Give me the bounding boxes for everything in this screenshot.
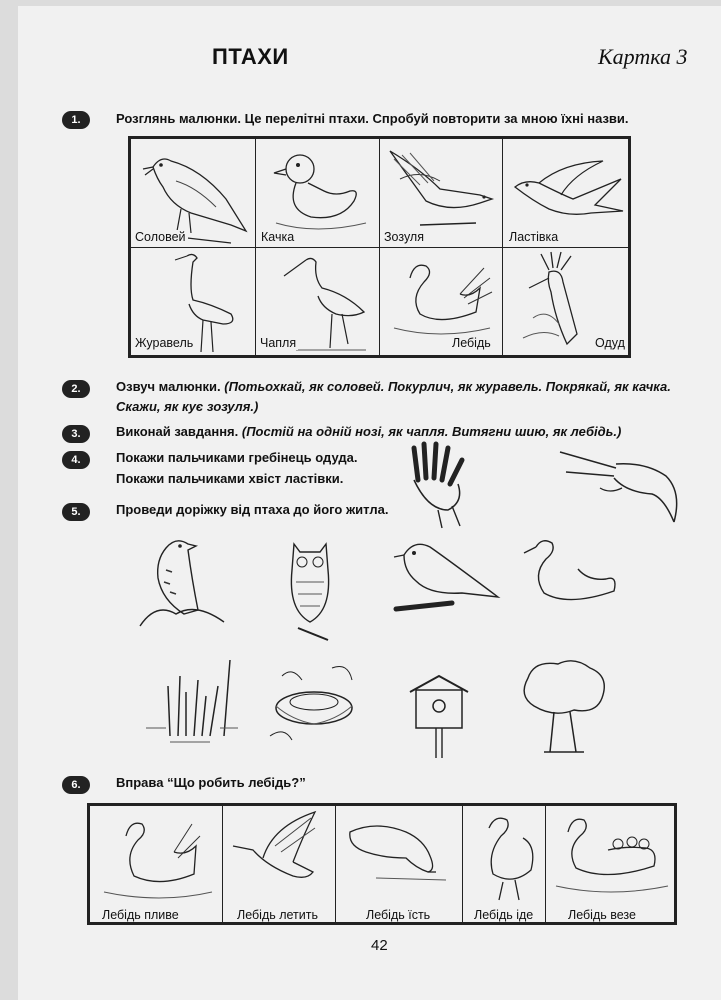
swan-action-label: Лебідь везе: [568, 908, 636, 922]
bird-label: Лебідь: [452, 336, 491, 350]
bird-label: Соловей: [135, 230, 186, 244]
eating-swan-icon: [336, 806, 463, 923]
grid-cell-swallow: [502, 138, 629, 248]
thrush-icon: [136, 530, 231, 635]
swan-action-walks: [462, 805, 546, 923]
swan-action-label: Лебідь їсть: [366, 908, 431, 922]
bird-label: Ластівка: [509, 230, 559, 244]
task-6-text: Вправа “Що робить лебідь?”: [116, 775, 306, 790]
swan-action-label: Лебідь іде: [474, 908, 534, 922]
grid-cell-heron: [255, 247, 380, 356]
task-5-text: Проведи доріжку від птаха до його житла.: [116, 502, 389, 517]
swan-action-swims: [89, 805, 223, 923]
grid-cell-swan: [379, 247, 503, 356]
task-1-text: Розглянь малюнки. Це перелітні птахи. Спробуй повторити за мною їхні назви.: [116, 111, 629, 126]
swan-icon-2: [518, 535, 626, 615]
task-1-number: 1.: [62, 111, 90, 129]
task-3-number: 3.: [62, 425, 90, 443]
task-3-instruction: (Постій на одній нозі, як чапля. Витягни шию, як лебідь.): [241, 424, 622, 439]
page-title: ПТАХИ: [212, 44, 289, 69]
grid-cell-duck: [255, 138, 380, 248]
comb-hand-icon: [408, 440, 478, 530]
task-2-instruction-cont: Скажи, як кує зозуля.): [116, 399, 259, 414]
task-2-text: Озвуч малюнки.: [116, 379, 221, 394]
bird-label: Качка: [261, 230, 295, 244]
task-4-line1: Покажи пальчиками гребінець одуда.: [116, 450, 358, 465]
owl-icon: [280, 534, 340, 644]
swan-action-flies: [222, 805, 336, 923]
walking-swan-icon: [463, 806, 546, 923]
task-2-number: 2.: [62, 380, 90, 398]
swimming-swan-icon: [90, 806, 223, 923]
task-5-number: 5.: [62, 503, 90, 521]
grid-cell-nightingale: [130, 138, 256, 248]
tit-icon: [390, 535, 505, 620]
carrying-swan-icon: [546, 806, 675, 923]
flying-swan-icon: [223, 806, 336, 923]
swan-action-label: Лебідь пливе: [102, 908, 179, 922]
swan-action-label: Лебідь летить: [237, 908, 319, 922]
reeds-icon: [140, 656, 240, 746]
tree-icon: [514, 656, 612, 756]
bird-label: Чапля: [260, 336, 297, 350]
bird-label: Зозуля: [384, 230, 424, 244]
swan-action-eats: [335, 805, 463, 923]
task-6-number: 6.: [62, 776, 90, 794]
swallow-tail-hand-icon: [556, 442, 686, 527]
grid-cell-hoopoe: [502, 247, 629, 356]
bird-label: Журавель: [135, 336, 194, 350]
card-number: Картка 3: [598, 44, 688, 69]
task-3-text: Виконай завдання.: [116, 424, 239, 439]
task-2-instruction: (Потьохкай, як соловей. Покурлич, як журавель. Покрякай, як качка.: [224, 379, 671, 394]
grid-cell-crane: [130, 247, 256, 356]
swan-action-carries: [545, 805, 675, 923]
task-4-number: 4.: [62, 451, 90, 469]
nest-icon: [262, 656, 364, 746]
birds-grid: [128, 136, 631, 358]
page-number: 42: [371, 937, 388, 954]
grid-cell-cuckoo: [379, 138, 503, 248]
bird-label: Одуд: [595, 336, 625, 350]
birdhouse-icon: [404, 672, 474, 762]
task-4-line2: Покажи пальчиками хвіст ластівки.: [116, 471, 344, 486]
swan-actions-grid: [87, 803, 677, 925]
